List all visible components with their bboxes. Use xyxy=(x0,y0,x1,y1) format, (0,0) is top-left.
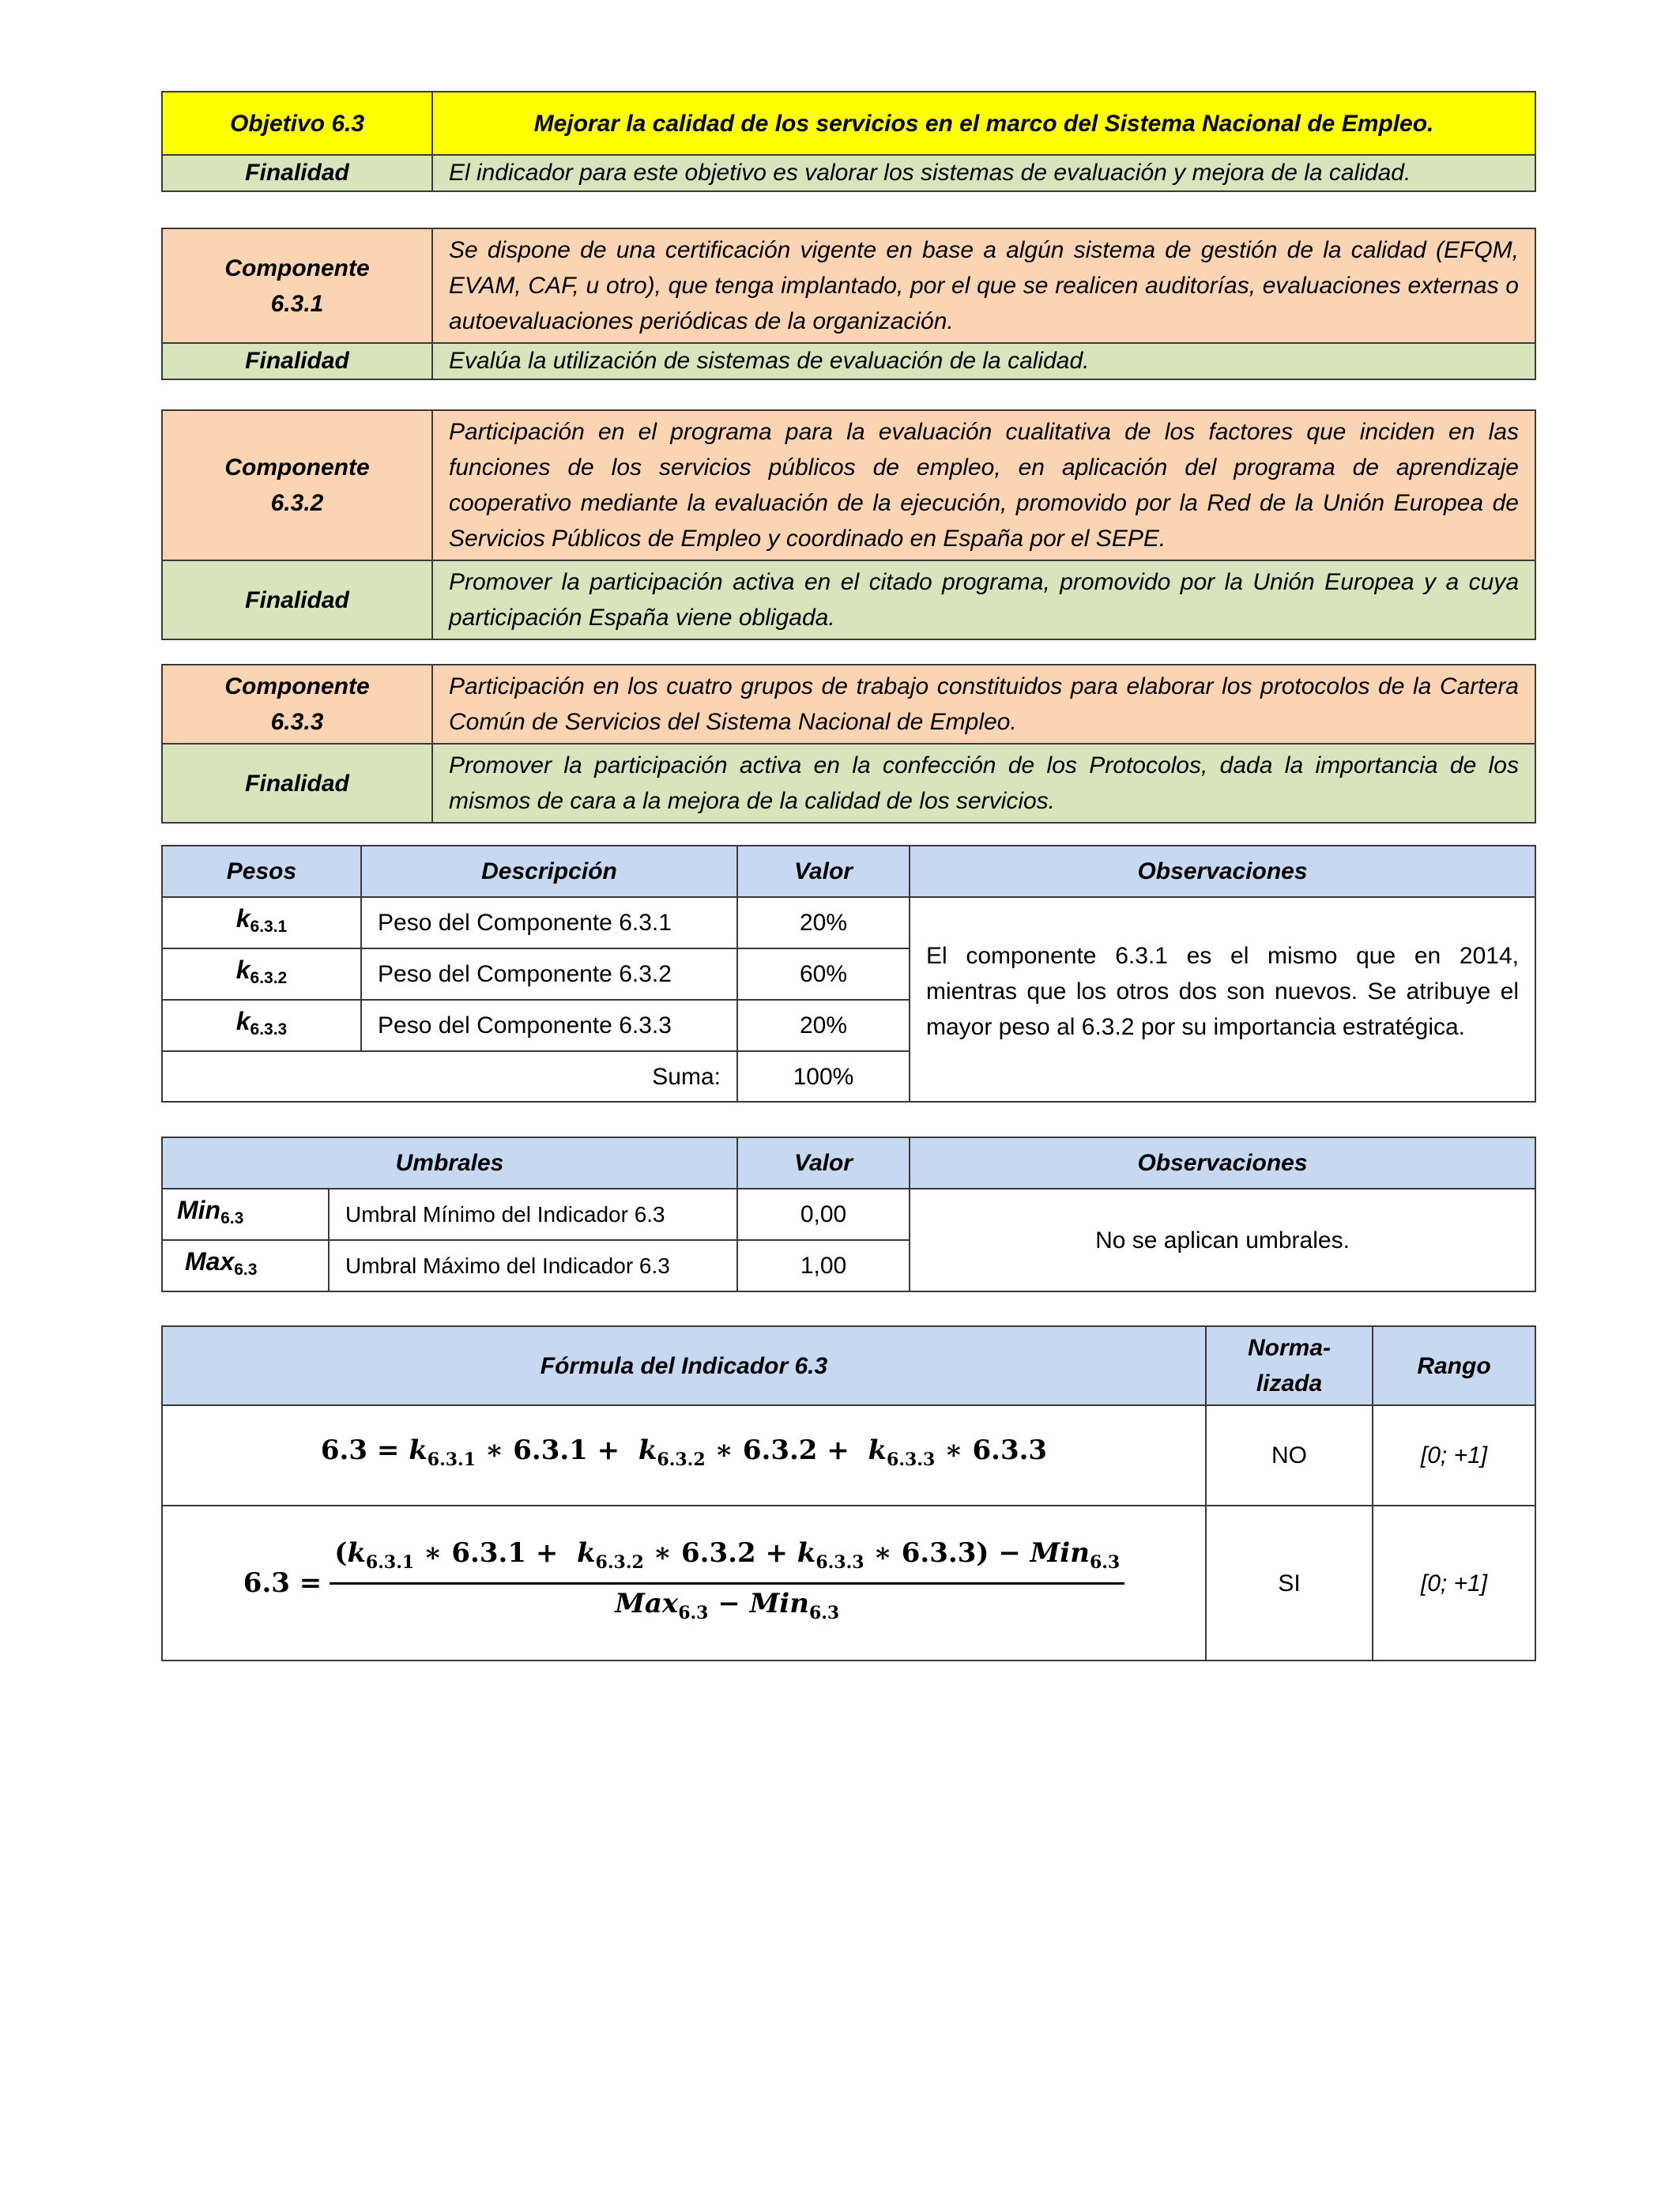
threshold-value: 0,00 xyxy=(737,1189,910,1240)
threshold-description: Umbral Mínimo del Indicador 6.3 xyxy=(329,1189,737,1240)
thresholds-header-valor: Valor xyxy=(737,1137,910,1189)
component-label-line2: 6.3.3 xyxy=(270,709,324,735)
formula-lhs: 6.3 = xyxy=(243,1566,322,1599)
component-label-line1: Componente xyxy=(224,454,370,481)
component-finalidad-text: Promover la participación activa en la confección de los Protocolos, dada la importancia de los mismos de cara a la mejora de la calidad de los servicios. xyxy=(432,744,1535,823)
threshold-description: Umbral Máximo del Indicador 6.3 xyxy=(329,1240,737,1291)
thresholds-header-observaciones: Observaciones xyxy=(910,1137,1535,1189)
formula-header-normalizada-line2: lizada xyxy=(1256,1370,1323,1397)
objective-finalidad-text: El indicador para este objetivo es valorar los sistemas de evaluación y mejora de la calidad. xyxy=(432,155,1535,191)
component-6-3-2-table xyxy=(161,409,1536,640)
thresholds-header-umbrales: Umbrales xyxy=(162,1137,737,1189)
formula-numerator: ($k_{6.3.1}$ ∗ $6.3.1 + k_{6.3.2}$ ∗ $6.3.2 + k_{6.3.3}$ ∗ 6.3.3) − Min$_{6.3}$ xyxy=(330,1536,1124,1585)
threshold-symbol-name: Max xyxy=(185,1247,235,1276)
weight-symbol xyxy=(162,897,361,948)
weight-description: Peso del Componente 6.3.1 xyxy=(361,897,737,948)
weight-symbol-k: k xyxy=(235,904,250,933)
formula-header-rango: Rango xyxy=(1373,1326,1535,1405)
weights-sum-value: 100% xyxy=(737,1051,910,1102)
weight-symbol-k: k xyxy=(235,956,250,984)
weights-header-pesos: Pesos xyxy=(162,846,361,897)
objective-title: Mejorar la calidad de los servicios en el marco del Sistema Nacional de Empleo. xyxy=(432,92,1535,155)
weight-symbol-sub: 6.3.2 xyxy=(250,969,288,987)
formula-normalized xyxy=(162,1506,1206,1661)
component-finalidad-label: Finalidad xyxy=(162,343,432,379)
weight-symbol-sub: 6.3.3 xyxy=(250,1020,288,1039)
weights-header-observaciones: Observaciones xyxy=(910,846,1535,897)
component-label-line1: Componente xyxy=(224,254,370,281)
objective-table xyxy=(161,91,1536,192)
weights-table xyxy=(161,845,1536,1103)
component-finalidad-label: Finalidad xyxy=(162,744,432,823)
weight-symbol xyxy=(162,1000,361,1051)
formula-header-normalizada-line1: Norma- xyxy=(1247,1335,1331,1361)
component-label xyxy=(162,665,432,744)
objective-label: Objetivo 6.3 xyxy=(162,92,432,155)
component-finalidad-text: Evalúa la utilización de sistemas de evaluación de la calidad. xyxy=(432,343,1535,379)
formula-table xyxy=(161,1325,1536,1661)
weight-value: 20% xyxy=(737,1000,910,1051)
threshold-symbol xyxy=(162,1240,329,1291)
weights-sum-label: Suma: xyxy=(162,1051,737,1102)
component-text: Se dispone de una certificación vigente en base a algún sistema de gestión de la calidad (EFQM, EVAM, CAF, u otro), que tenga implantado, por el que se realicen auditorías, evaluaciones externas o autoevaluaciones periódicas de la organización. xyxy=(432,228,1535,343)
component-6-3-1-table xyxy=(161,228,1536,380)
component-text: Participación en los cuatro grupos de trabajo constituidos para elaborar los protocolos de la Cartera Común de Servicios del Sistema Nacional de Empleo. xyxy=(432,665,1535,744)
thresholds-table xyxy=(161,1137,1536,1292)
component-label xyxy=(162,410,432,560)
formula-not-normalized: $6.3 = k_{6.3.1}$ ∗ $6.3.1 + k_{6.3.2}$ ∗ $6.3.2 + k_{6.3.3}$ ∗ 6.3.3 xyxy=(162,1405,1206,1506)
component-label-line1: Componente xyxy=(224,673,370,699)
threshold-symbol-sub: 6.3 xyxy=(220,1209,244,1227)
formula-rango-value: [0; +1] xyxy=(1373,1506,1535,1661)
formula-header-normalizada xyxy=(1206,1326,1373,1405)
component-6-3-3-table xyxy=(161,664,1536,824)
formula-normalizada-value: NO xyxy=(1206,1405,1373,1506)
weight-symbol-sub: 6.3.1 xyxy=(250,918,288,936)
weight-description: Peso del Componente 6.3.2 xyxy=(361,948,737,1000)
component-finalidad-text: Promover la participación activa en el citado programa, promovido por la Unión Europea y a cuya participación España viene obligada. xyxy=(432,560,1535,639)
weight-description: Peso del Componente 6.3.3 xyxy=(361,1000,737,1051)
formula-rango-value: [0; +1] xyxy=(1373,1405,1535,1506)
weight-symbol xyxy=(162,948,361,1000)
formula-normalizada-value: SI xyxy=(1206,1506,1373,1661)
thresholds-observations: No se aplican umbrales. xyxy=(910,1189,1535,1291)
threshold-symbol-name: Min xyxy=(177,1196,221,1224)
component-label xyxy=(162,228,432,343)
formula-header: Fórmula del Indicador 6.3 xyxy=(162,1326,1206,1405)
component-finalidad-label: Finalidad xyxy=(162,560,432,639)
weight-value: 20% xyxy=(737,897,910,948)
threshold-value: 1,00 xyxy=(737,1240,910,1291)
formula-denominator: Max$_{6.3}$ − Min$_{6.3}$ xyxy=(615,1587,840,1623)
threshold-symbol xyxy=(162,1189,329,1240)
weights-header-valor: Valor xyxy=(737,846,910,897)
weights-header-descripcion: Descripción xyxy=(361,846,737,897)
component-text: Participación en el programa para la evaluación cualitativa de los factores que inciden en las funciones de los servicios públicos de empleo, en aplicación del programa de aprendizaje cooperativo mediante la evaluación de la ejecución, promovido por la Red de la Unión Europea de Servicios Públicos de Empleo y coordinado en España por el SEPE. xyxy=(432,410,1535,560)
weight-symbol-k: k xyxy=(235,1007,250,1035)
threshold-symbol-sub: 6.3 xyxy=(234,1261,258,1279)
component-label-line2: 6.3.1 xyxy=(270,290,324,317)
weights-observations: El componente 6.3.1 es el mismo que en 2014, mientras que los otros dos son nuevos. Se atribuye el mayor peso al 6.3.2 por su importancia estratégica. xyxy=(910,897,1535,1102)
weight-value: 60% xyxy=(737,948,910,1000)
formula-fraction xyxy=(330,1536,1124,1631)
component-label-line2: 6.3.2 xyxy=(270,490,324,516)
objective-finalidad-label: Finalidad xyxy=(162,155,432,191)
